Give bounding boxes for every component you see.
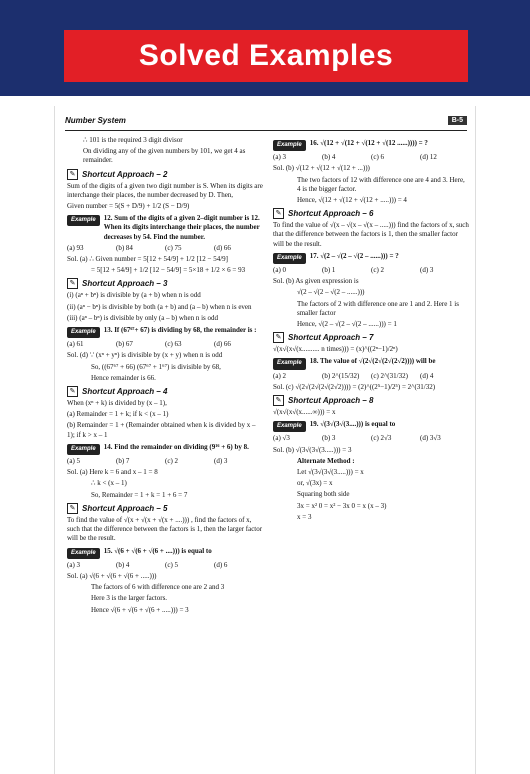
- options: (a) √3 (b) 3 (c) 2√3 (d) 3√3: [273, 434, 441, 443]
- text-line: (i) (aⁿ + bⁿ) is divisible by (a + b) when n is odd: [67, 291, 201, 300]
- solution-line: Sol. (a) Here k = 6 and x – 1 = 8: [67, 468, 158, 477]
- text-line: (a) Remainder = 1 + k; if k < (x – 1): [67, 410, 169, 419]
- shortcut-icon: ✎: [67, 503, 78, 514]
- solution-line: Sol. (a) ∴ Given number = 5[12 + 54/9] + 1/2 [12 − 54/9]: [67, 255, 228, 264]
- example-badge: Example: [67, 548, 100, 559]
- solution-line: = 5[12 + 54/9] + 1/2 [12 − 54/9] = 5×18 + 1/2 × 6 = 93: [91, 266, 246, 275]
- text-line: To find the value of √(x + √(x + √(x + ....))) , find the factors of x, such that the difference between the factors is 1, then the larger factor will be the result.: [67, 515, 263, 543]
- chapter-title: Number System: [65, 116, 126, 125]
- example-16: Example 16. √(12 + √(12 + √(12 + √(12 ......)))) = ?: [273, 139, 469, 151]
- text-line: On dividing any of the given numbers by 101, we get 4 as remainder.: [83, 147, 246, 165]
- options: (a) 3 (b) 4 (c) 6 (d) 12: [273, 153, 437, 162]
- solution-line: Sol. (a) √(6 + √(6 + √(6 + .....))): [67, 571, 157, 580]
- example-badge: Example: [273, 253, 306, 264]
- formula: √(x√(x√(x......∞))) = x: [273, 408, 336, 417]
- solution-line: Here 3 is the larger factors.: [91, 594, 168, 603]
- options: (a) 0 (b) 1 (c) 2 (d) 3: [273, 266, 434, 275]
- right-column: [273, 136, 469, 524]
- banner-title: Solved Examples: [138, 39, 394, 72]
- solution-line: Let √(3√(3√(3.....))) = x: [297, 468, 364, 477]
- shortcut-heading: ✎ Shortcut Approach – 6: [273, 208, 469, 219]
- example-badge: Example: [67, 215, 100, 226]
- example-badge: Example: [273, 140, 306, 151]
- book-page: [54, 106, 476, 774]
- example-13: Example 13. If (67⁶⁷+ 67) is dividing by 68, the remainder is :: [67, 326, 263, 338]
- solution-line: So, Remainder = 1 + k = 1 + 6 = 7: [91, 490, 188, 499]
- options: (a) 93 (b) 84 (c) 75 (d) 66: [67, 243, 231, 252]
- solution-line: Hence remainder is 66.: [91, 373, 156, 382]
- solution-line: x = 3: [297, 512, 312, 521]
- solution-line: The factors of 2 with difference one are 1 and 2. Here 1 is smaller factor: [297, 299, 459, 317]
- example-17: Example 17. √(2 – √(2 – √(2 – ......))) = ?: [273, 252, 469, 264]
- solution-line: The two factors of 12 with difference one are 4 and 3. Here, 4 is the bigger factor.: [297, 175, 465, 193]
- alternate-method-heading: Alternate Method :: [297, 456, 355, 465]
- options: (a) 5 (b) 7 (c) 2 (d) 3: [67, 457, 228, 466]
- solution-line: Sol. (c) √(2√(2√(2√(2√2)))) = (2)^((2⁵−1)/2⁵) = 2^(31/32): [273, 382, 436, 391]
- example-12: Example 12. Sum of the digits of a given 2–digit number is 12. When its digits interchange their places, the number decreases by 54. Find the number.: [67, 214, 263, 242]
- options: (a) 3 (b) 4 (c) 5 (d) 6: [67, 560, 228, 569]
- text-line: (b) Remainder = 1 + (Remainder obtained when k is divided by x – 1); if k > x – 1: [67, 421, 256, 439]
- text-line: When (xⁿ + k) is divided by (x – 1),: [67, 399, 167, 408]
- solution-line: Hence, √(2 – √(2 – √(2 – ......))) = 1: [297, 320, 397, 329]
- solution-line: or, √(3x) = x: [297, 479, 333, 488]
- solution-line: √(2 – √(2 – √(2 – ......))): [297, 288, 365, 297]
- title-banner: [64, 30, 468, 82]
- shortcut-icon: ✎: [273, 395, 284, 406]
- example-badge: Example: [273, 358, 306, 369]
- solution-line: 3x = x² 0 = x² − 3x 0 = x (x – 3): [297, 501, 387, 510]
- shortcut-icon: ✎: [67, 169, 78, 180]
- shortcut-icon: ✎: [67, 278, 78, 289]
- solution-line: Squaring both side: [297, 490, 350, 499]
- page-header: [65, 116, 467, 131]
- text-line: (ii) (aⁿ − bⁿ) is divisible by both (a + b) and (a – b) when n is even: [67, 302, 252, 311]
- example-19: Example 19. √(3√(3√(3....))) is equal to: [273, 420, 469, 432]
- example-15: Example 15. √(6 + √(6 + √(6 + ....))) is equal to: [67, 547, 263, 559]
- shortcut-icon: ✎: [273, 208, 284, 219]
- shortcut-heading: ✎ Shortcut Approach – 7: [273, 332, 469, 343]
- example-14: Example 14. Find the remainder on dividing (9¹⁶ + 6) by 8.: [67, 443, 263, 455]
- example-badge: Example: [273, 421, 306, 432]
- formula: √(x√(x√(x.......... n times))) = (x)^((2ⁿ−1)/2ⁿ): [273, 345, 398, 354]
- shortcut-icon: ✎: [273, 332, 284, 343]
- text-line: (iii) (aⁿ – bⁿ) is divisible by only (a – b) when n is odd: [67, 313, 218, 322]
- example-badge: Example: [67, 327, 100, 338]
- shortcut-heading: ✎ Shortcut Approach – 4: [67, 386, 263, 397]
- example-18: Example 18. The value of √(2√(2√(2√(2√2)))) will be: [273, 357, 469, 369]
- solution-line: Hence, √(12 + √(12 + √(12 + .....))) = 4: [297, 196, 407, 205]
- text-line: ∴ 101 is the required 3 digit divisor: [83, 136, 183, 144]
- solution-line: Sol. (d) ∵ (xⁿ + yⁿ) is divisible by (x + y) when n is odd: [67, 351, 223, 360]
- shortcut-heading: ✎ Shortcut Approach – 8: [273, 395, 469, 406]
- shortcut-heading: ✎ Shortcut Approach – 5: [67, 503, 263, 514]
- solution-line: The factors of 6 with difference one are 2 and 3: [91, 583, 225, 592]
- shortcut-heading: ✎ Shortcut Approach – 2: [67, 169, 263, 180]
- example-badge: Example: [67, 444, 100, 455]
- options: (a) 2 (b) 2^(15/32) (c) 2^(31/32) (d) 4: [273, 371, 434, 380]
- formula: Given number = 5(S + D/9) + 1/2 (S − D/9): [67, 202, 190, 211]
- shortcut-icon: ✎: [67, 386, 78, 397]
- options: (a) 61 (b) 67 (c) 63 (d) 66: [67, 340, 231, 349]
- left-column: [67, 136, 263, 617]
- solution-line: So, ((67⁶⁷ + 66) (67⁶⁷ + 1⁶⁷) is divisible by 68,: [91, 362, 221, 371]
- solution-line: Sol. (b) √(3√(3√(3.....))) = 3: [273, 445, 352, 454]
- solution-line: Hence √(6 + √(6 + √(6 + .....))) = 3: [91, 605, 189, 614]
- shortcut-heading: ✎ Shortcut Approach – 3: [67, 278, 263, 289]
- solution-line: Sol. (b) √(12 + √(12 + √(12 + ...))): [273, 164, 370, 173]
- page-number: B-5: [448, 116, 467, 125]
- solution-line: ∴ k < (x – 1): [91, 479, 127, 488]
- text-line: To find the value of √(x – √(x – √(x – .....))) find the factors of x, such that the difference between the factors is 1, then the smaller factor will be the result.: [273, 221, 469, 248]
- solution-line: Sol. (b) As given expression is: [273, 277, 359, 286]
- text-line: Sum of the digits of a given two digit number is S. When its digits are interchange their places, the number decreased by D. Then,: [67, 181, 263, 199]
